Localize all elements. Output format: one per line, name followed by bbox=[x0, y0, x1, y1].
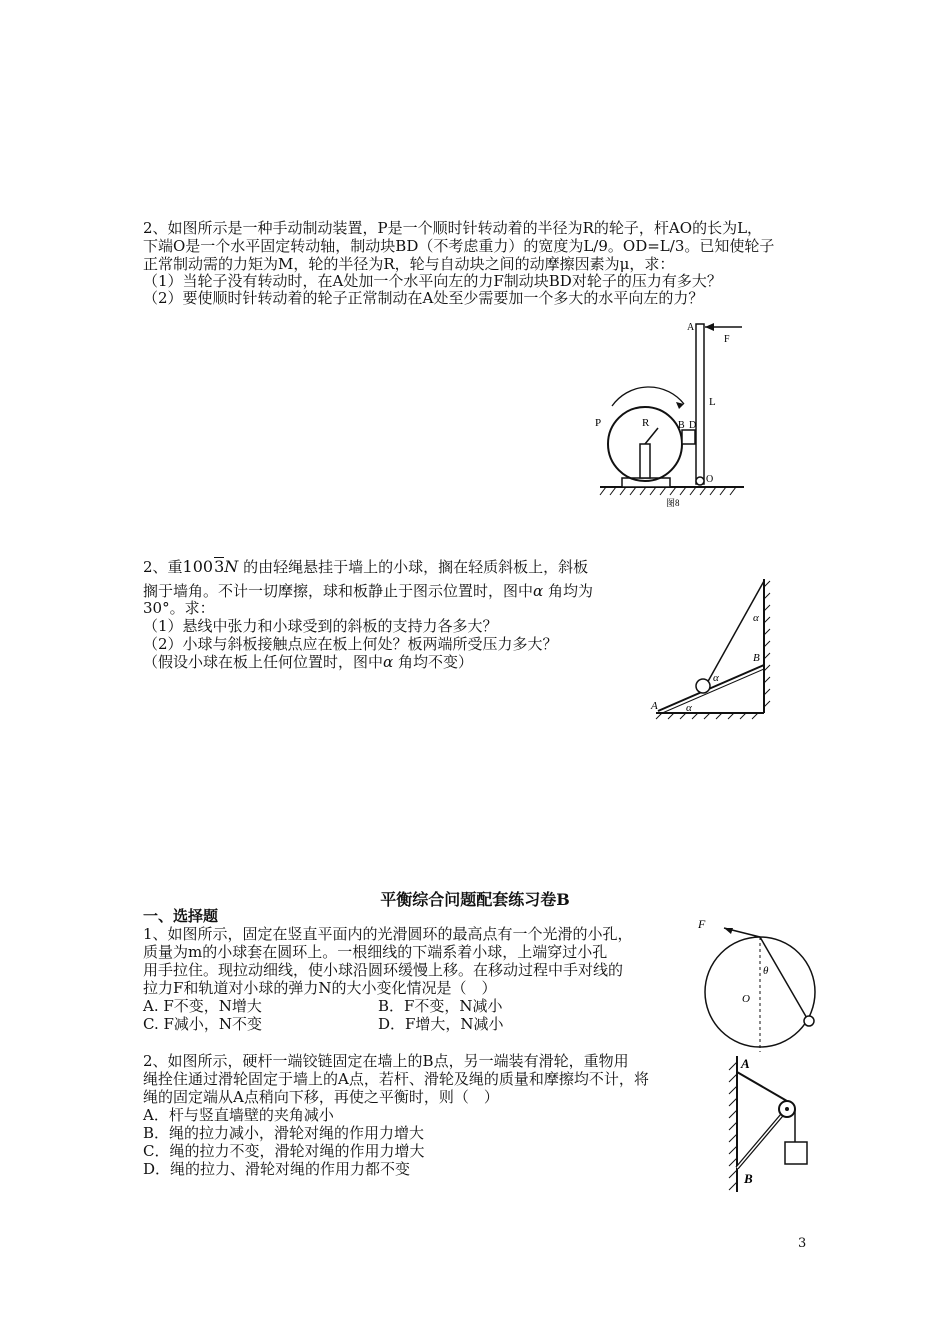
p2b-line6-prefix: （假设小球在板上任何位置时，图中 bbox=[143, 653, 384, 671]
q2-line-3: 绳的固定端从A点稍向下移，再使之平衡时，则（ ） bbox=[143, 1088, 499, 1106]
label-A-pulley: A bbox=[741, 1056, 750, 1071]
section-title: 平衡综合问题配套练习卷B bbox=[380, 890, 570, 909]
weight-coeff: 100 bbox=[182, 557, 214, 576]
label-B2: B bbox=[753, 652, 760, 664]
q1-line-1: 1、如图所示，固定在竖直平面内的光滑圆环的最高点有一个光滑的小孔， bbox=[143, 925, 633, 943]
section-heading: 一、选择题 bbox=[143, 907, 219, 925]
label-B-pulley: B bbox=[744, 1171, 753, 1186]
p2b-line-3: 30°。求： bbox=[143, 599, 215, 617]
p2b-line2-suffix: 角均为 bbox=[547, 582, 593, 600]
label-alpha-mid: α bbox=[713, 672, 719, 684]
q1-option-a: A. F不变，N增大 bbox=[143, 997, 262, 1015]
p2b-line6-suffix: 角均不变） bbox=[397, 653, 473, 671]
brake-device-figure bbox=[592, 318, 752, 513]
q1-option-c: C. F减小，N不变 bbox=[143, 1015, 263, 1033]
q2-option-c: C．绳的拉力不变，滑轮对绳的作用力增大 bbox=[143, 1142, 425, 1160]
q2-option-b: B．绳的拉力减小，滑轮对绳的作用力增大 bbox=[143, 1124, 425, 1142]
p2a-line-2: 下端O是一个水平固定转动轴，制动块BD（不考虑重力）的宽度为L/9。OD=L/3。已知使轮子 bbox=[143, 237, 775, 255]
q2-option-a: A．杆与竖直墙壁的夹角减小 bbox=[143, 1106, 334, 1124]
q1-option-d: D．F增大，N减小 bbox=[378, 1015, 504, 1033]
weight-radicand: 3 bbox=[214, 557, 225, 576]
ring-figure bbox=[690, 912, 830, 1057]
q2-option-d: D．绳的拉力、滑轮对绳的作用力都不变 bbox=[143, 1160, 411, 1178]
p2b-line-4: （1）悬线中张力和小球受到的斜板的支持力各多大？ bbox=[143, 617, 498, 635]
page-number: 3 bbox=[798, 1236, 807, 1251]
rod-pulley-figure bbox=[715, 1052, 820, 1197]
p2b-line1-prefix: 2、重 bbox=[143, 558, 183, 576]
label-F: F bbox=[724, 334, 730, 345]
p2b-line-5: （2）小球与斜板接触点应在板上何处？板两端所受压力多大？ bbox=[143, 635, 558, 653]
label-R: R bbox=[642, 417, 650, 429]
label-F-ring: F bbox=[698, 917, 706, 931]
label-alpha-top: α bbox=[753, 612, 759, 624]
label-O: O bbox=[706, 474, 714, 485]
weight-unit: N bbox=[224, 557, 239, 576]
figure-caption: 图8 bbox=[666, 498, 680, 508]
label-L: L bbox=[709, 396, 716, 408]
q1-line-4: 拉力F和轨道对小球的弹力N的大小变化情况是（ ） bbox=[143, 979, 497, 997]
label-B: B bbox=[678, 420, 685, 431]
p2a-line-5: （2）要使顺时针转动着的轮子正常制动在A处至少需要加一个多大的水平向左的力？ bbox=[143, 289, 704, 307]
label-A: A bbox=[687, 322, 695, 333]
label-alpha-bottom: α bbox=[686, 702, 692, 714]
label-O-ring: O bbox=[742, 993, 750, 1005]
q1-option-b: B．F不变，N减小 bbox=[378, 997, 503, 1015]
p2a-line-3: 正常制动需的力矩为M，轮的半径为R，轮与自动块之间的动摩擦因素为μ，求： bbox=[143, 255, 675, 273]
p2a-line-4: （1）当轮子没有转动时，在A处加一个水平向左的力F制动块BD对轮子的压力有多大？ bbox=[143, 272, 722, 290]
label-A2: A bbox=[651, 700, 658, 712]
label-D: D bbox=[689, 420, 697, 431]
alpha-symbol-2: α bbox=[383, 653, 394, 671]
q2-line-2: 绳拴住通过滑轮固定于墙上的A点，若杆、滑轮及绳的质量和摩擦均不计，将 bbox=[143, 1070, 649, 1088]
p2b-line-2 bbox=[143, 582, 593, 600]
inclined-board-figure bbox=[648, 573, 773, 723]
q2-line-1: 2、如图所示，硬杆一端铰链固定在墙上的B点，另一端装有滑轮，重物用 bbox=[143, 1052, 629, 1070]
p2b-line2-prefix: 搁于墙角。不计一切摩擦，球和板静止于图示位置时，图中 bbox=[143, 582, 534, 600]
p2b-line1-suffix: 的由轻绳悬挂于墙上的小球，搁在轻质斜板上，斜板 bbox=[243, 558, 589, 576]
p2b-line-1 bbox=[143, 557, 588, 576]
p2a-line-1: 2、如图所示是一种手动制动装置，P是一个顺时针转动着的半径为R的轮子，杆AO的长为L， bbox=[143, 219, 763, 237]
alpha-symbol: α bbox=[533, 582, 544, 600]
q1-line-2: 质量为m的小球套在圆环上。一根细线的下端系着小球，上端穿过小孔 bbox=[143, 943, 608, 961]
label-P: P bbox=[595, 417, 602, 429]
q1-line-3: 用手拉住。现拉动细线，使小球沿圆环缓慢上移。在移动过程中手对线的 bbox=[143, 961, 624, 979]
p2b-line-6 bbox=[143, 653, 473, 671]
label-theta: θ bbox=[763, 965, 769, 977]
